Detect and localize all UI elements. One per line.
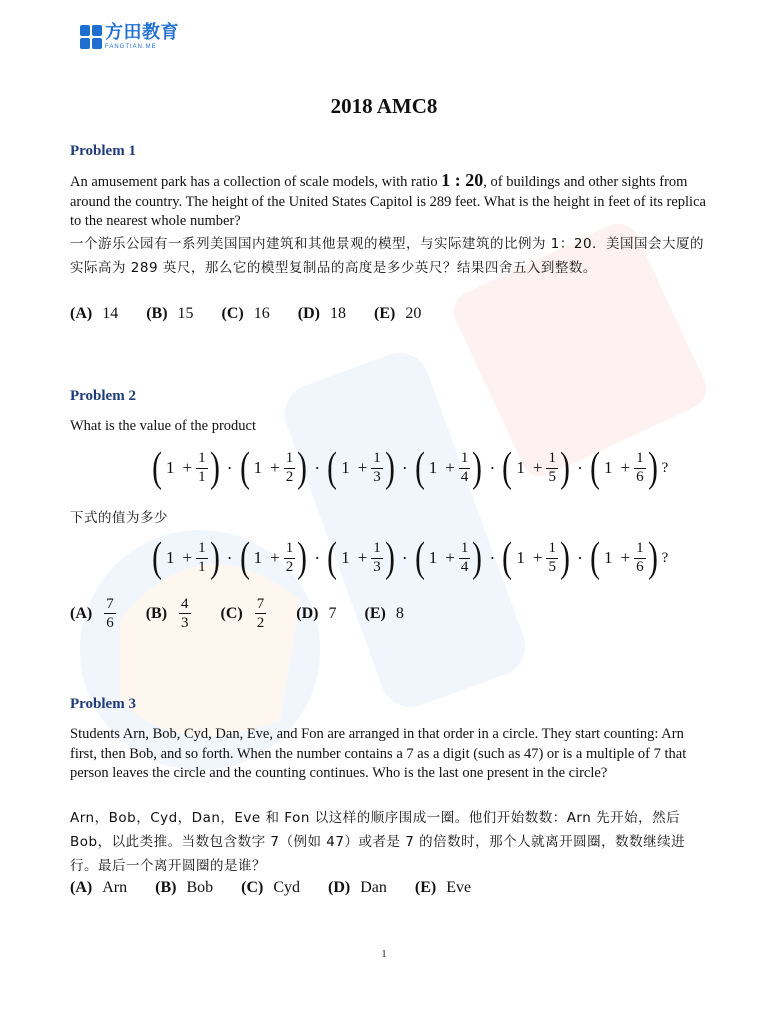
choice-value: 7: [328, 605, 337, 622]
choice-label: (B): [155, 879, 177, 896]
choice-label: (A): [70, 879, 93, 896]
question-mark: ?: [661, 549, 669, 566]
choice-value: 15: [177, 305, 194, 322]
choice-value: Cyd: [273, 879, 300, 896]
expression-term: ( 1 + $\frac{1}{2}$ ): [239, 445, 308, 491]
problem-1-heading: Problem 1: [70, 143, 136, 159]
expression-term: ( 1 + $\frac{1}{1}$ ): [152, 535, 220, 581]
expression-term: ( 1 + $\frac{1}{1}$ ): [152, 445, 220, 491]
problem-1-english-text: [70, 171, 710, 232]
choice-label: (C): [221, 305, 244, 322]
choice-value: 8: [395, 605, 404, 622]
multiply-dot: ·: [576, 547, 583, 568]
logo-grid-icon: [80, 25, 102, 49]
choice-value: Arn: [102, 879, 128, 896]
problem-1-text-after: , of buildings and other sights from around the country. The height of the United States Capitol is 289 feet. What is the height in feet of its replica to the nearest whole number?: [70, 174, 706, 229]
choice-label: (D): [296, 605, 319, 622]
expression-term: ( 1 + $\frac{1}{3}$ ): [327, 445, 395, 491]
choice-label: (B): [146, 305, 168, 322]
problem-2-english-text: What is the value of the product: [70, 418, 257, 434]
multiply-dot: ·: [226, 547, 233, 568]
choice-label: (C): [241, 879, 264, 896]
choice-c[interactable]: [241, 879, 300, 897]
choice-d[interactable]: [298, 305, 346, 323]
product-expression-chinese: [150, 537, 668, 579]
choice-value: Eve: [446, 879, 472, 896]
choice-fraction: $\frac{4}{3}$: [181, 596, 189, 631]
expression-term: ( 1 + $\frac{1}{2}$ ): [239, 535, 308, 581]
choice-b[interactable]: [155, 879, 213, 897]
choice-d[interactable]: [296, 605, 336, 623]
problem-3-chinese-text: Arn，Bob，Cyd，Dan，Eve 和 Fon 以这样的顺序围成一圈。他们开始数数：Arn 先开始，然后 Bob，以此类推。当数包含数字 7（例如 47）或者是 7 的倍数时，那个人就离开圆圈，数数继续进行。最后一个离开圆圈的是谁？: [70, 810, 686, 874]
multiply-dot: ·: [226, 457, 233, 478]
expression-term: ( 1 + $\frac{1}{5}$ ): [502, 535, 570, 581]
expression-term: ( 1 + $\frac{1}{3}$ ): [327, 535, 395, 581]
question-mark: ?: [661, 459, 669, 476]
choice-c[interactable]: [221, 597, 269, 631]
choice-label: (E): [414, 879, 437, 896]
choice-label: (A): [70, 305, 93, 322]
brand-logo: [80, 22, 179, 52]
problem-2-heading: Problem 2: [70, 388, 136, 404]
choice-a[interactable]: [70, 305, 118, 323]
multiply-dot: ·: [489, 547, 496, 568]
problem-3-english-text: Students Arn, Bob, Cyd, Dan, Eve, and Fon are arranged in that order in a circle. They start counting: Arn first, then Bob, and so forth. When the number contains a 7 as a digit (such as 47) or is a multiple of 7 that person leaves the circle and the counting continues. Who is the last one present in the circle?: [70, 726, 687, 781]
page-title: 2018 AMC8: [330, 94, 438, 118]
expression-term: ( 1 + $\frac{1}{6}$ ): [590, 445, 658, 491]
choice-a[interactable]: [70, 597, 118, 631]
logo-english-name: FANGTIAN.ME: [105, 44, 157, 50]
expression-term: ( 1 + $\frac{1}{5}$ ): [502, 445, 570, 491]
problem-3-choices: [70, 879, 499, 897]
choice-e[interactable]: [415, 879, 471, 897]
choice-value: 16: [253, 305, 270, 322]
multiply-dot: ·: [401, 547, 408, 568]
multiply-dot: ·: [576, 457, 583, 478]
choice-value: Dan: [360, 879, 387, 896]
choice-a[interactable]: [70, 879, 127, 897]
problem-1-choices: [70, 305, 449, 323]
choice-label: (D): [297, 305, 320, 322]
problem-1-text-before: An amusement park has a collection of scale models, with ratio: [70, 174, 442, 190]
problem-1-chinese-text: 一个游乐公园有一系列美国国内建筑和其他景观的模型，与实际建筑的比例为 1：20．美国国会大厦的实际高为 289 英尺，那么它的模型复制品的高度是多少英尺？结果四舍五入到整数。: [70, 236, 705, 276]
choice-fraction: $\frac{7}{2}$: [256, 596, 265, 631]
choice-label: (C): [220, 605, 243, 622]
multiply-dot: ·: [401, 457, 408, 478]
problem-2-chinese-text: 下式的值为多少: [70, 510, 168, 526]
choice-e[interactable]: [364, 605, 403, 623]
problem-2-choices: [70, 597, 432, 631]
choice-d[interactable]: [328, 879, 387, 897]
problem-3-heading: Problem 3: [70, 696, 136, 712]
choice-fraction: $\frac{7}{6}$: [106, 596, 114, 631]
expression-term: ( 1 + $\frac{1}{4}$ ): [414, 445, 483, 491]
multiply-dot: ·: [314, 547, 321, 568]
page-number: 1: [381, 949, 387, 960]
choice-b[interactable]: [146, 597, 193, 631]
choice-e[interactable]: [374, 305, 421, 323]
choice-label: (E): [373, 305, 396, 322]
multiply-dot: ·: [489, 457, 496, 478]
expression-term: ( 1 + $\frac{1}{6}$ ): [590, 535, 658, 581]
choice-value: 20: [405, 305, 422, 322]
choice-b[interactable]: [146, 305, 193, 323]
choice-label: (A): [70, 605, 93, 622]
choice-label: (B): [145, 605, 168, 622]
multiply-dot: ·: [314, 457, 321, 478]
choice-c[interactable]: [222, 305, 270, 323]
choice-label: (E): [364, 605, 386, 622]
product-expression-english: [150, 447, 668, 489]
choice-value: 14: [102, 305, 119, 322]
choice-value: Bob: [186, 879, 214, 896]
choice-label: (D): [328, 879, 351, 896]
expression-term: ( 1 + $\frac{1}{4}$ ): [414, 535, 483, 581]
choice-value: 18: [329, 305, 346, 322]
logo-chinese-name: 方田教育: [105, 22, 179, 43]
problem-1-ratio: 1 : 20: [441, 170, 484, 190]
